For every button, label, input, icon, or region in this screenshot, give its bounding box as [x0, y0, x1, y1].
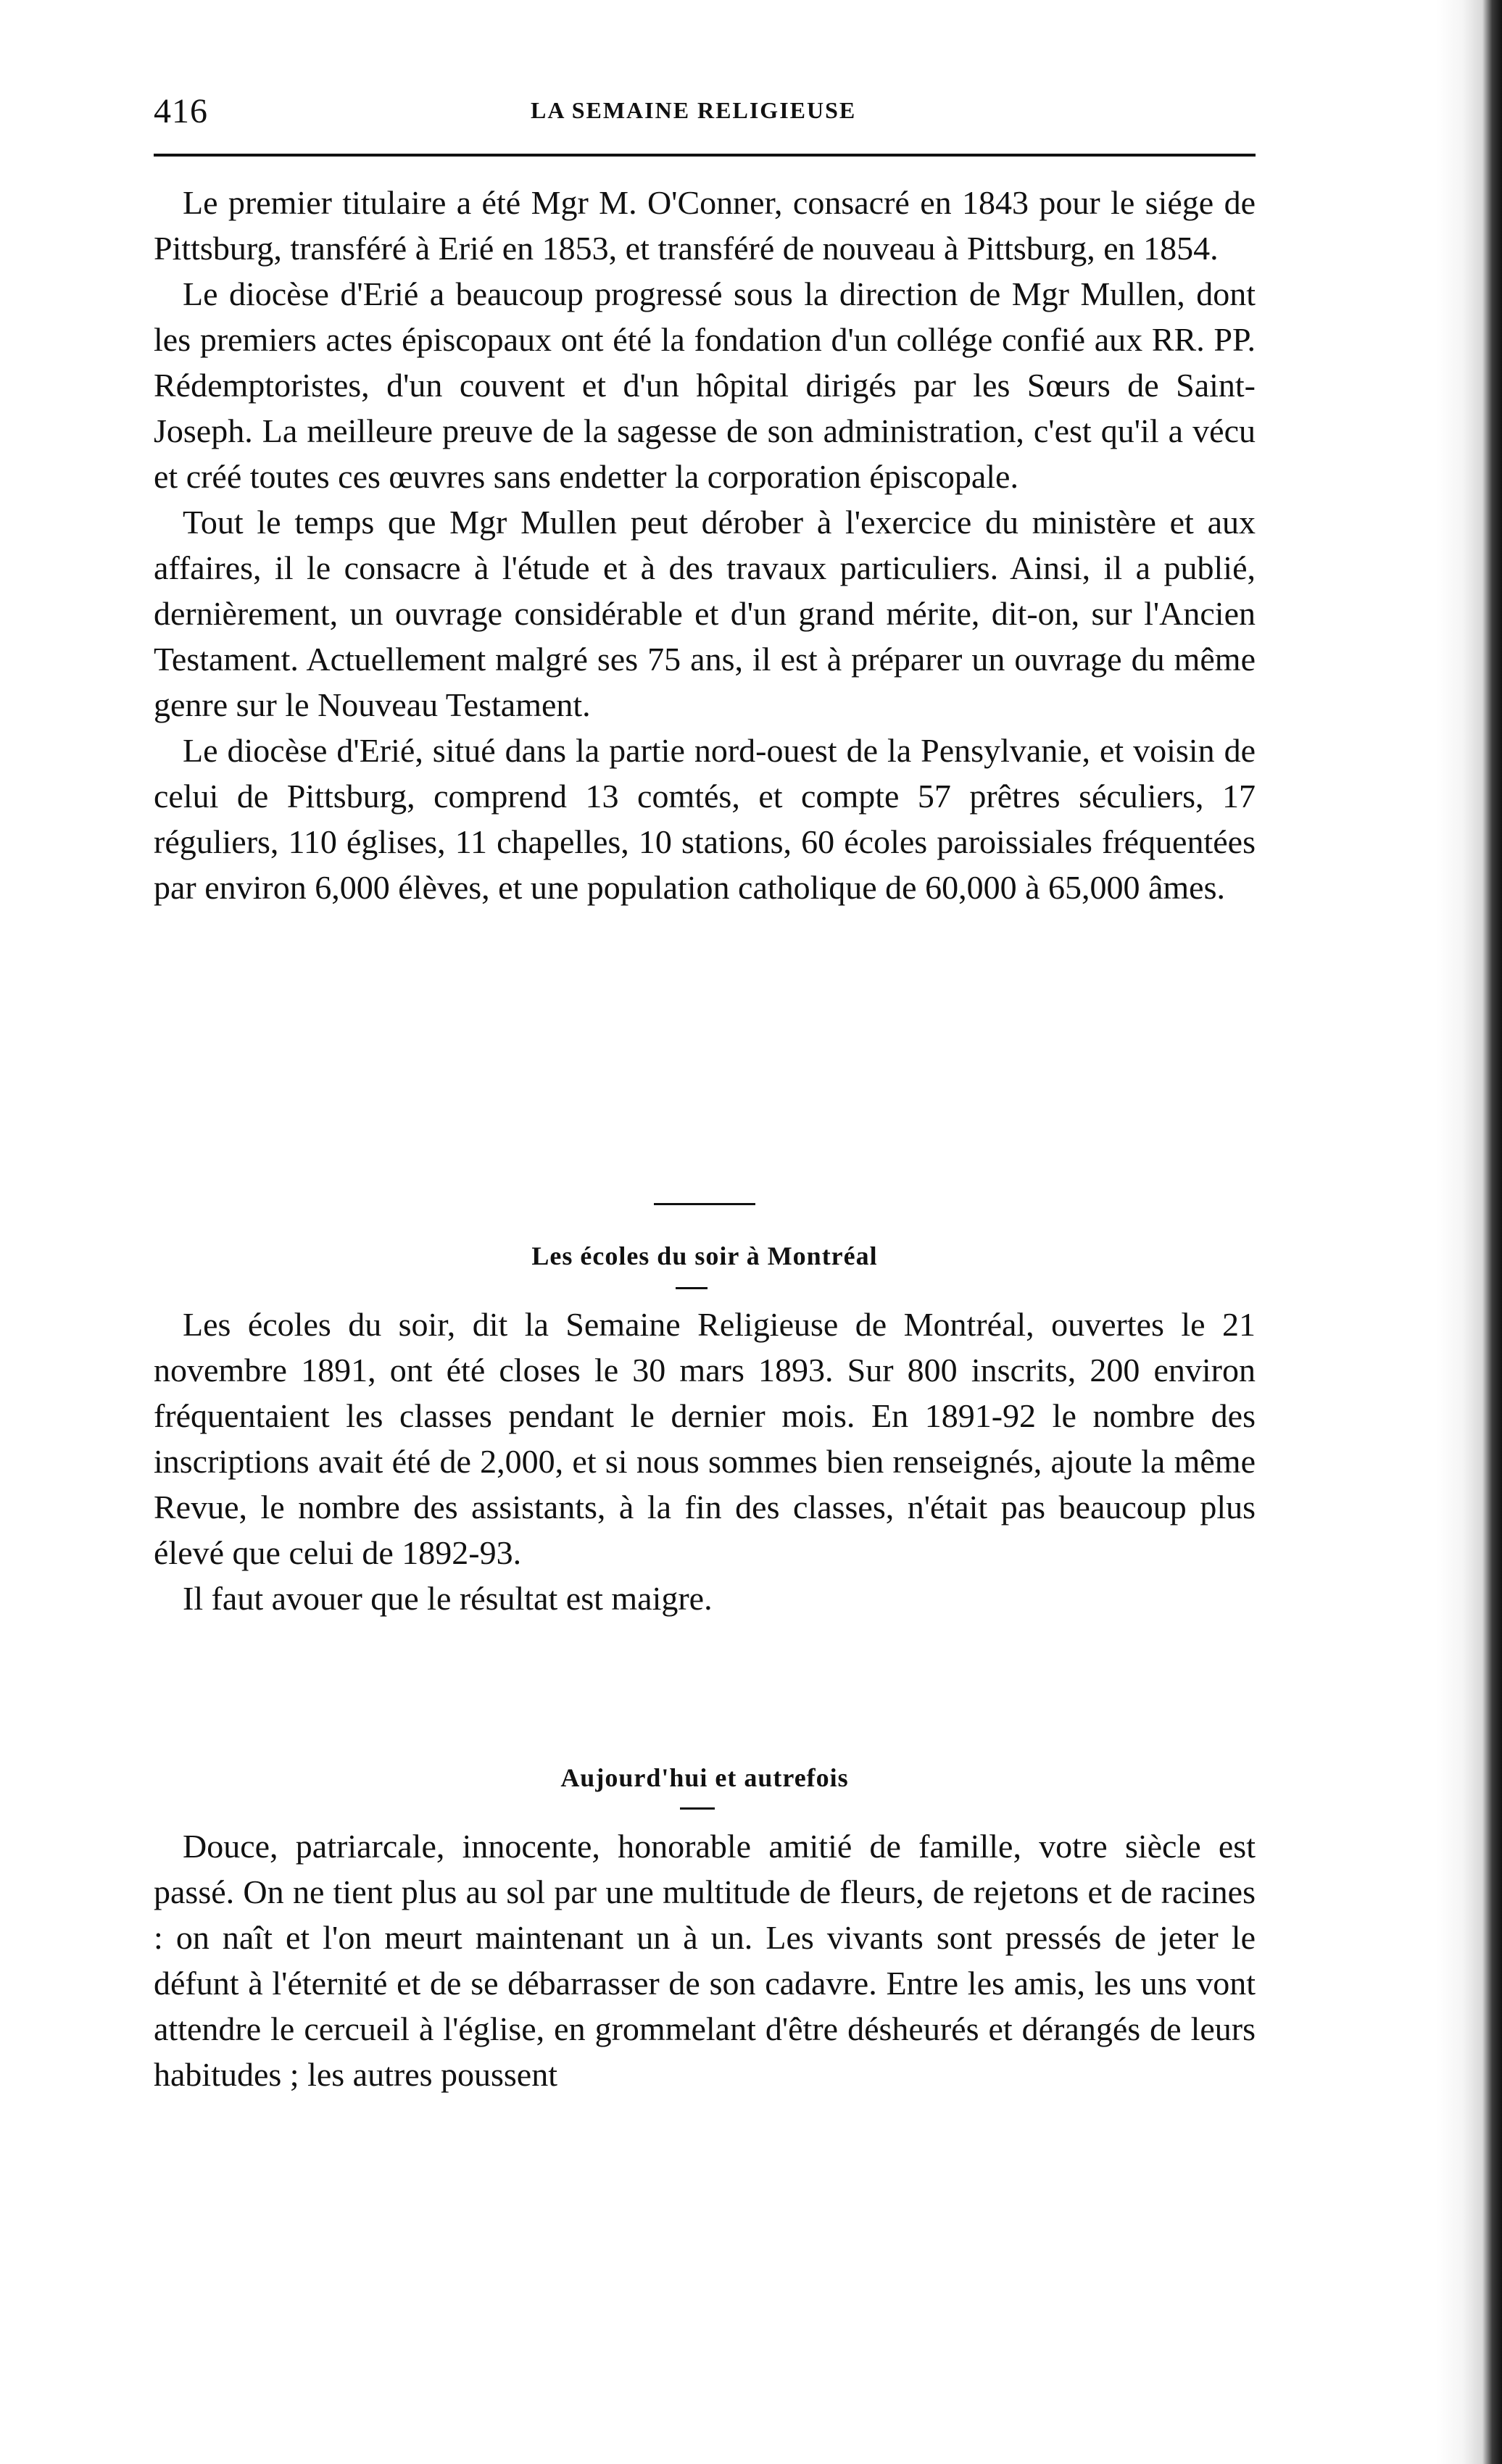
title-underline — [680, 1807, 715, 1810]
article-ecoles-du-soir — [154, 1302, 1256, 1621]
article-erie-diocese — [154, 180, 1256, 910]
page-number: 416 — [154, 92, 208, 130]
paragraph: Il faut avouer que le résultat est maigre. — [183, 1580, 713, 1617]
section-title-ecoles: Les écoles du soir à Montréal — [531, 1241, 878, 1270]
article-aujourdhui — [154, 1823, 1256, 2097]
running-title: LA SEMAINE RELIGIEUSE — [531, 97, 857, 123]
header-rule — [154, 154, 1256, 157]
title-underline — [676, 1287, 708, 1289]
paragraph: Tout le temps que Mgr Mullen peut dérober à l'exercice du ministère et aux affaires, il le consacre à l'étude et à des travaux particuliers. Ainsi, il a publié, dernièrement, un ouvrage considérable et d'un grand mérite, dit-on, sur l'Ancien Testament. Actuellement malgré ses 75 ans, il est à préparer un ouvrage du même genre sur le Nouveau Testament. — [154, 504, 1256, 723]
section-divider — [654, 1203, 755, 1205]
paragraph: Le diocèse d'Erié, situé dans la partie nord-ouest de la Pensylvanie, et voisin de celui de Pittsburg, comprend 13 comtés, et compte 57 prêtres séculiers, 17 réguliers, 110 églises, 11 chapelles, 10 stations, 60 écoles paroissiales fréquentées par environ 6,000 élèves, et une population catholique de 60,000 à 65,000 âmes. — [154, 732, 1256, 906]
page-header — [154, 86, 1256, 143]
paragraph: Les écoles du soir, dit la Semaine Religieuse de Montréal, ouvertes le 21 novembre 1891, ont été closes le 30 mars 1893. Sur 800 inscrits, 200 environ fréquentaient les classes pendant le dernier mois. En 1891-92 le nombre des inscriptions avait été de 2,000, et si nous sommes bien renseignés, ajoute la même Revue, le nombre des assistants, à la fin des classes, n'était pas beaucoup plus élevé que celui de 1892-93. — [154, 1306, 1256, 1571]
paragraph: Le diocèse d'Erié a beaucoup progressé sous la direction de Mgr Mullen, dont les premiers actes épiscopaux ont été la fondation d'un collége confié aux RR. PP. Rédemptoristes, d'un couvent et d'un hôpital dirigés par les Sœurs de Saint-Joseph. La meilleure preuve de la sagesse de son administration, c'est qu'il a vécu et créé toutes ces œuvres sans endetter la corporation épiscopale. — [154, 275, 1256, 495]
paragraph: Douce, patriarcale, innocente, honorable amitié de famille, votre siècle est passé. On ne tient plus au sol par une multitude de fleurs, de rejetons et de racines : on naît et l'on meurt maintenant un à un. Les vivants sont pressés de jeter le défunt à l'éternité et de se débarrasser de son cadavre. Entre les amis, les uns vont attendre le cercueil à l'église, en grommelant d'être désheurés et dérangés de leurs habitudes ; les autres poussent — [154, 1828, 1256, 2093]
paragraph: Le premier titulaire a été Mgr M. O'Conner, consacré en 1843 pour le siége de Pittsburg, transféré à Erié en 1853, et transféré de nouveau à Pittsburg, en 1854. — [154, 184, 1256, 267]
section-title-aujourdhui: Aujourd'hui et autrefois — [560, 1763, 849, 1792]
scan-edge-shadow — [1437, 0, 1502, 2464]
